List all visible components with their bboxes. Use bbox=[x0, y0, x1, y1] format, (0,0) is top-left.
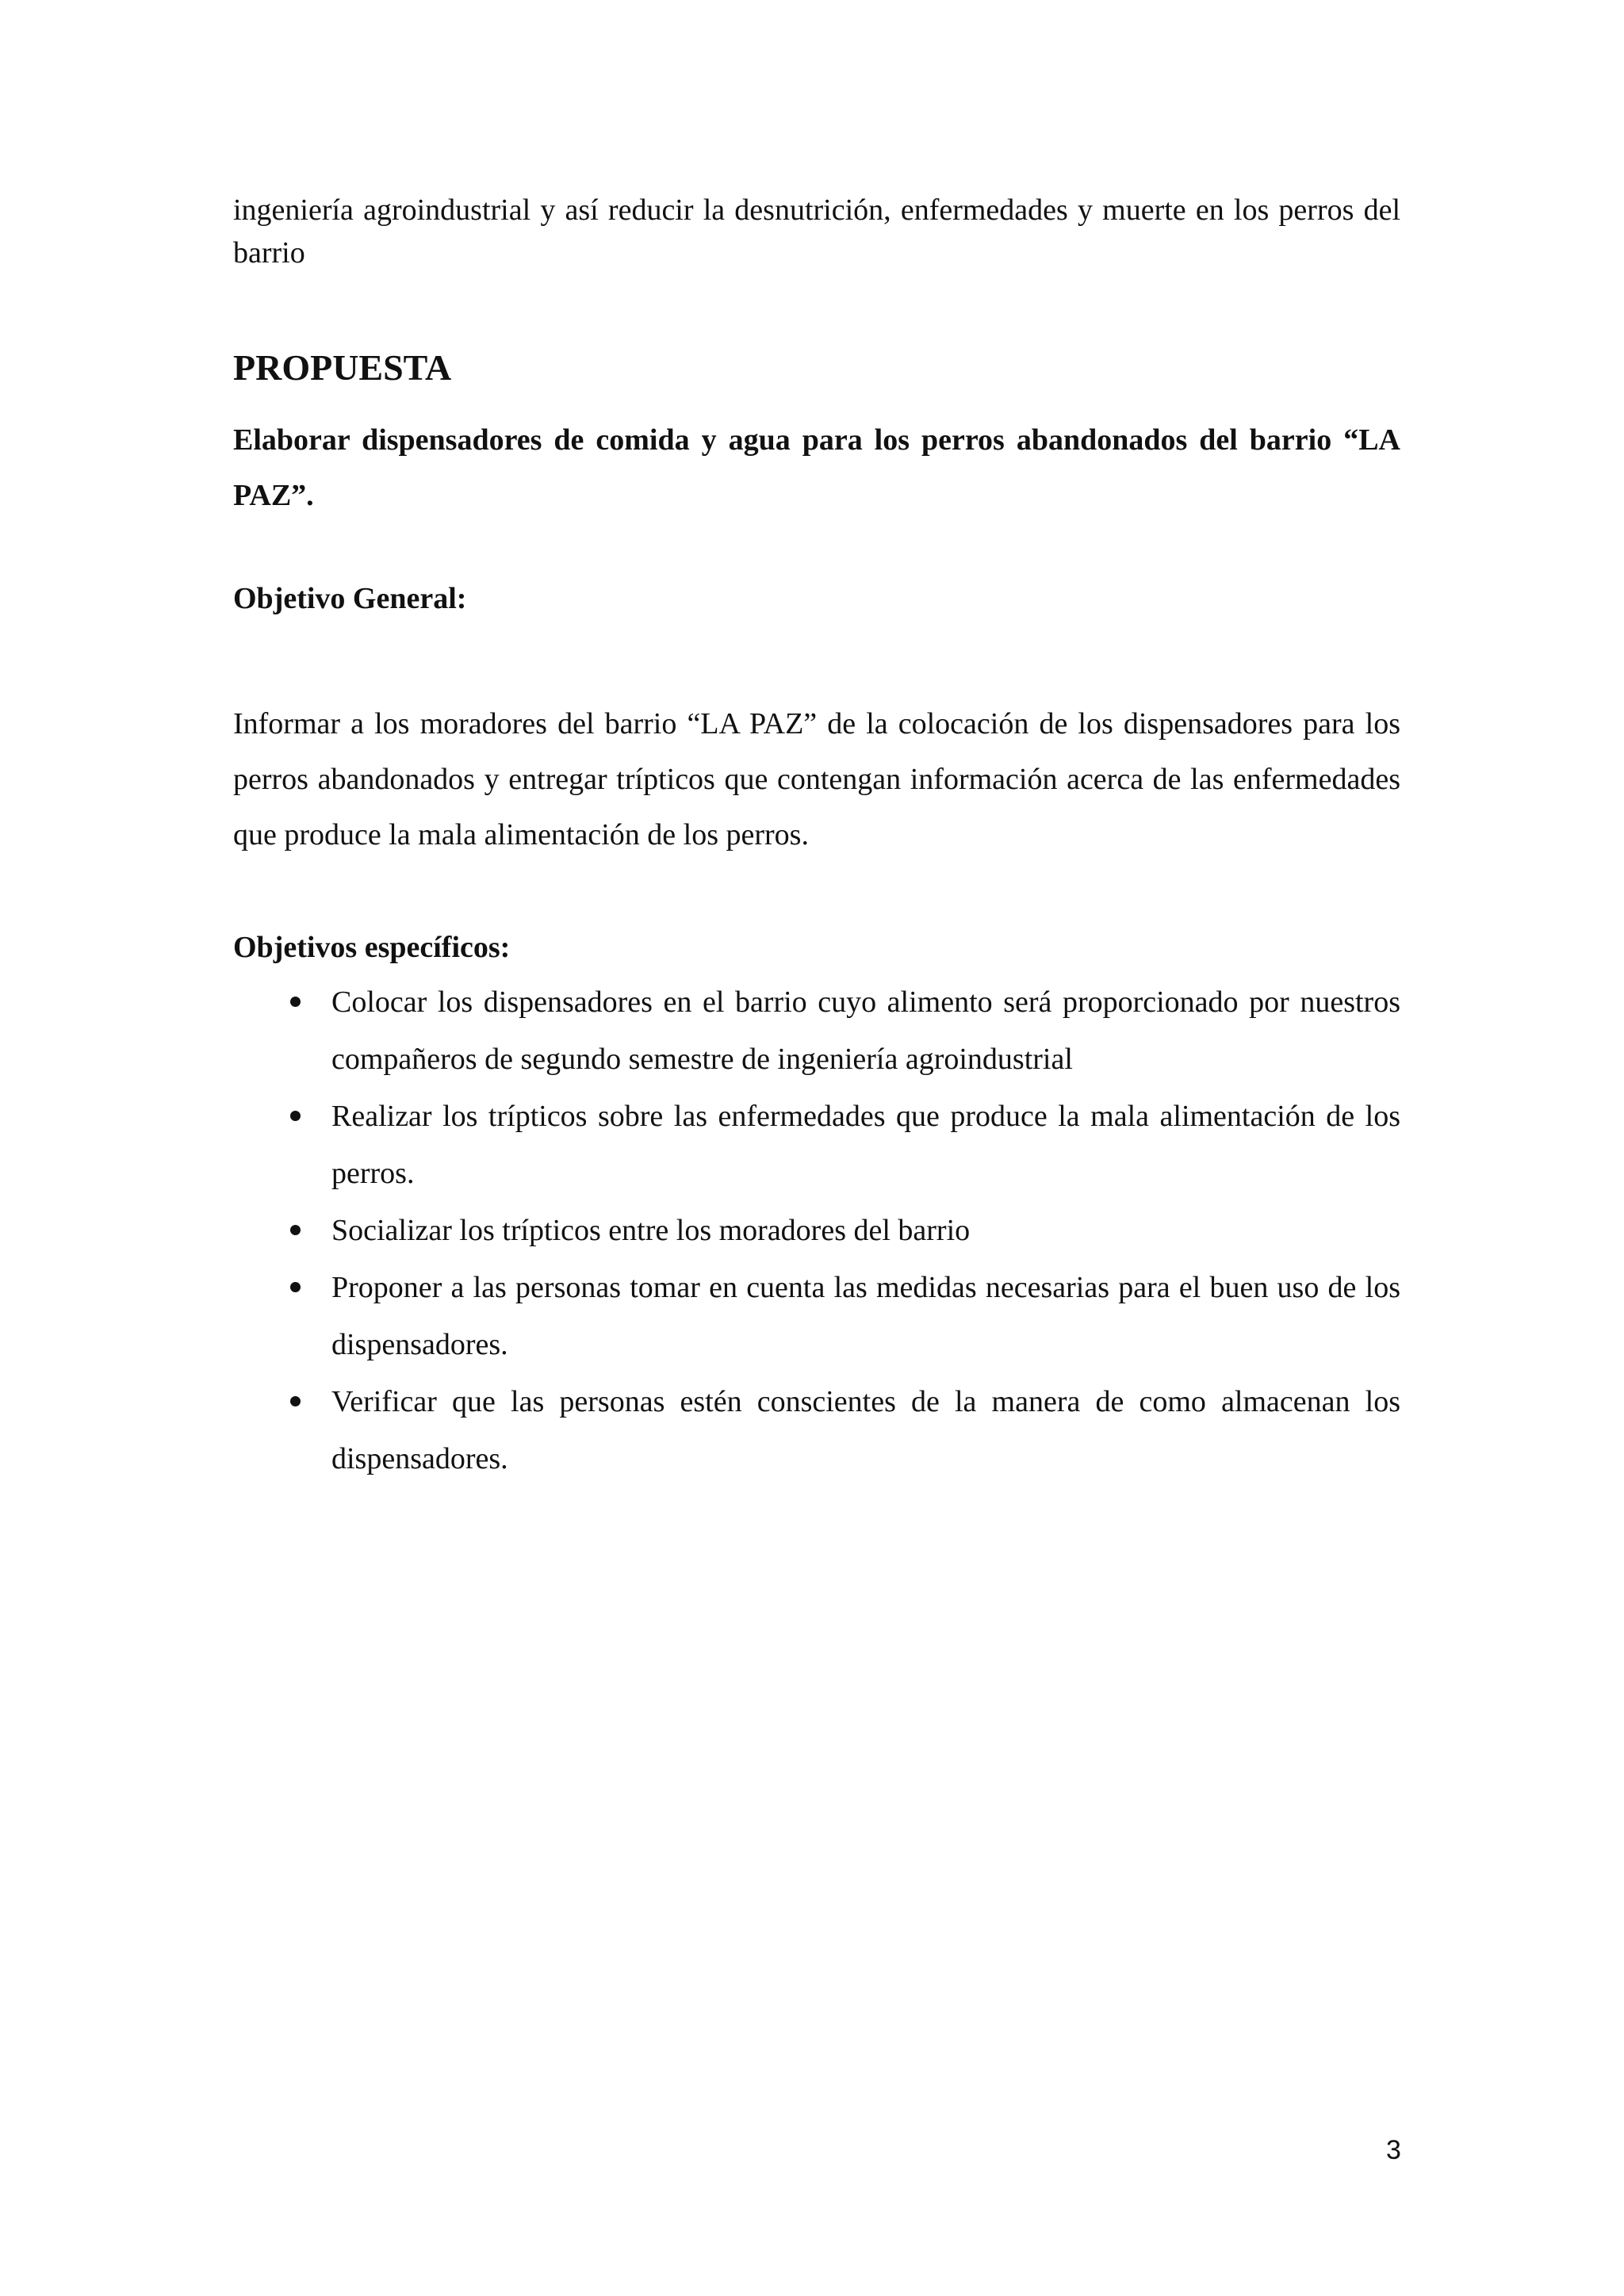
page-number: 3 bbox=[1386, 2135, 1401, 2165]
list-item-text: Proponer a las personas tomar en cuenta las medidas necesarias para el buen uso de los dispensadores. bbox=[331, 1271, 1400, 1361]
general-objective-title: Objetivo General: bbox=[233, 582, 467, 615]
bullet-icon bbox=[290, 1111, 301, 1121]
proposal-statement: Elaborar dispensadores de comida y agua para los perros abandonados del barrio “LA PAZ”. bbox=[233, 423, 1400, 512]
bullet-icon bbox=[290, 1282, 301, 1292]
intro-paragraph: ingeniería agroindustrial y así reducir la desnutrición, enfermedades y muerte en los perros del barrio bbox=[233, 193, 1400, 270]
specific-objectives-title: Objetivos específicos: bbox=[233, 931, 511, 964]
bullet-icon bbox=[290, 1225, 301, 1235]
list-item bbox=[233, 1088, 1400, 1202]
bullet-icon bbox=[290, 997, 301, 1007]
page-content bbox=[233, 189, 1400, 1475]
specific-objectives-list bbox=[233, 974, 1400, 1487]
list-item-text: Verificar que las personas estén conscientes de la manera de como almacenan los dispensadores. bbox=[331, 1385, 1400, 1475]
section-heading: PROPUESTA bbox=[233, 347, 452, 388]
list-item bbox=[233, 1373, 1400, 1487]
list-item-text: Realizar los trípticos sobre las enfermedades que produce la mala alimentación de los perros. bbox=[331, 1100, 1400, 1190]
list-item-text: Colocar los dispensadores en el barrio cuyo alimento será proporcionado por nuestros compañeros de segundo semestre de ingeniería agroindustrial bbox=[331, 985, 1400, 1076]
general-objective-text: Informar a los moradores del barrio “LA PAZ” de la colocación de los dispensadores para los perros abandonados y entregar trípticos que contengan información acerca de las enfermedades que produce la mala alimentación de los perros. bbox=[233, 707, 1400, 851]
list-item bbox=[233, 1259, 1400, 1373]
list-item bbox=[233, 974, 1400, 1088]
list-item bbox=[233, 1202, 1400, 1259]
list-item-text: Socializar los trípticos entre los moradores del barrio bbox=[331, 1214, 971, 1247]
bullet-icon bbox=[290, 1396, 301, 1406]
